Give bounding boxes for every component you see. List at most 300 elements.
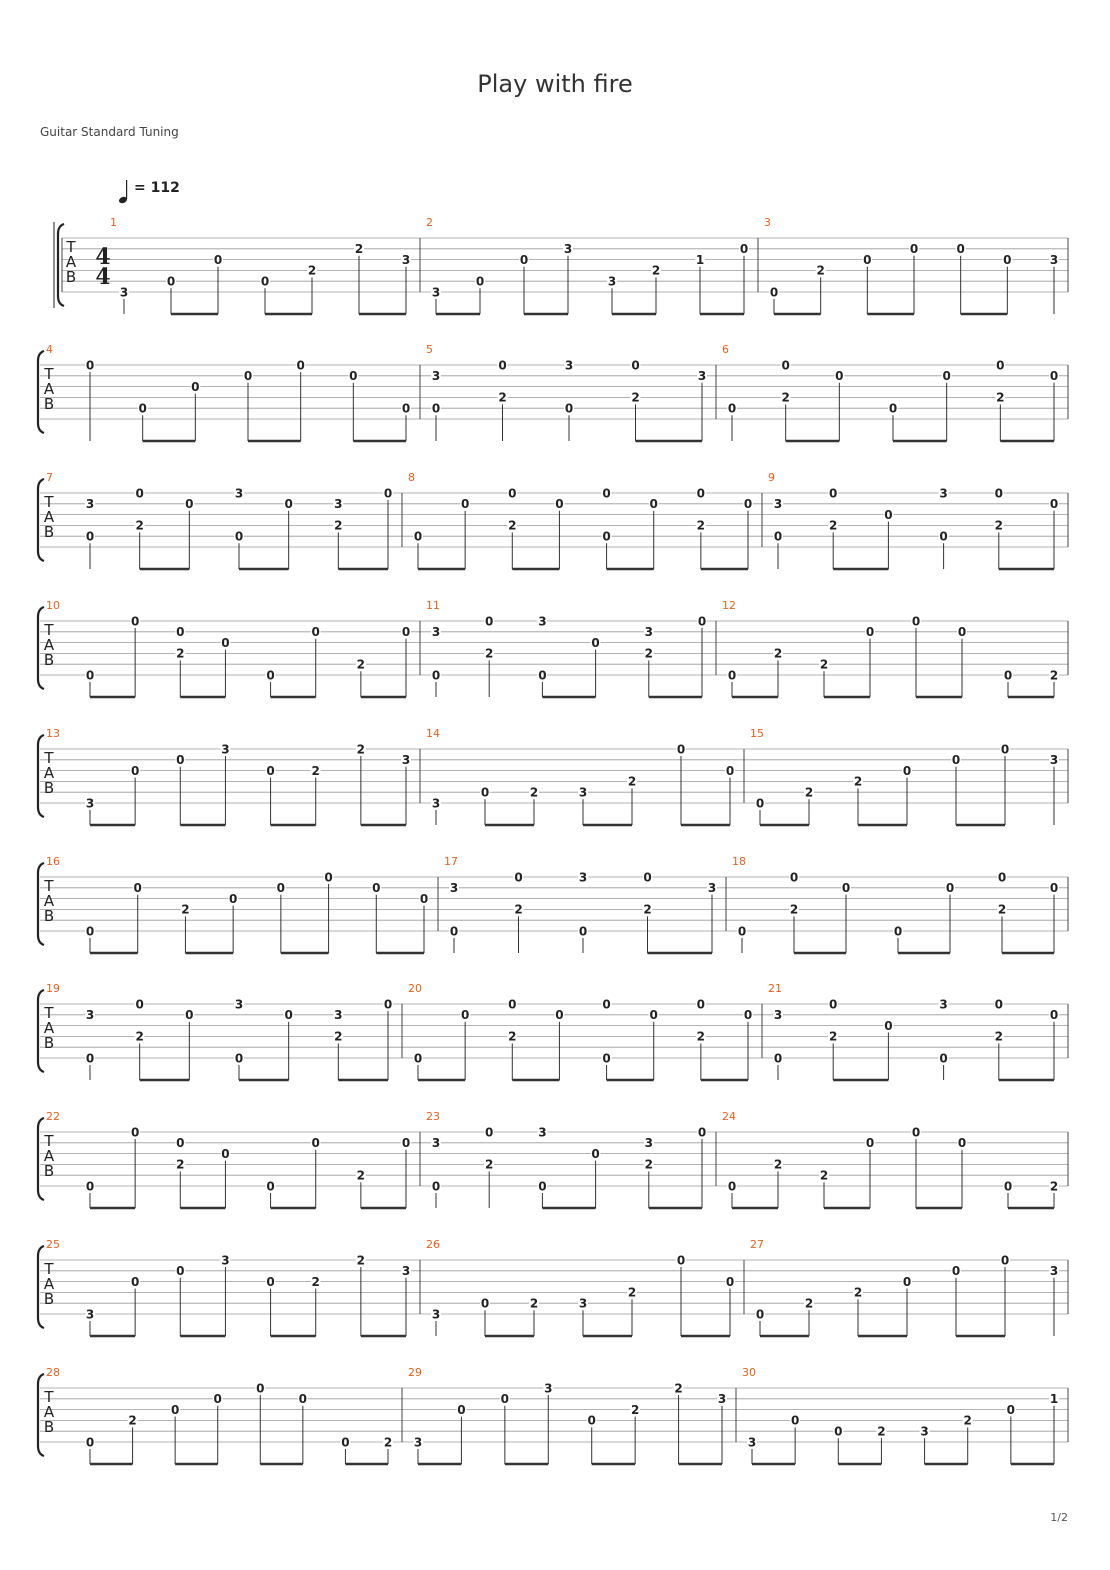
fret-number: 0 (602, 997, 611, 1012)
tab-clef-letter: A (43, 1275, 55, 1293)
measure (408, 1366, 727, 1464)
fret-number: 0 (649, 497, 658, 512)
tab-clef-letter: A (43, 1147, 55, 1165)
fret-number: 0 (696, 486, 706, 501)
fret-number: 3 (85, 1008, 95, 1023)
fret-number: 2 (829, 1029, 838, 1044)
fret-number: 0 (841, 881, 851, 896)
fret-number: 0 (884, 1018, 893, 1033)
measure (43, 1238, 411, 1336)
fret-number: 0 (311, 625, 320, 640)
fret-number: 0 (85, 1435, 95, 1450)
fret-number: 0 (1049, 369, 1059, 384)
fret-number: 0 (945, 881, 955, 896)
fret-number: 3 (1049, 252, 1059, 267)
fret-number: 3 (221, 1253, 230, 1268)
measure-number: 18 (732, 855, 746, 868)
fret-number: 0 (185, 497, 194, 512)
tab-clef-letter: T (66, 238, 76, 256)
tab-clef-letter: T (44, 1004, 54, 1022)
fret-number: 0 (697, 1125, 707, 1140)
measure (764, 216, 1059, 314)
fret-number: 0 (578, 924, 588, 939)
fret-number: 0 (1049, 881, 1059, 896)
measure-number: 4 (46, 343, 53, 356)
fret-number: 2 (853, 1285, 863, 1300)
time-signature-top: 4 (95, 244, 111, 270)
fret-number: 3 (431, 369, 441, 384)
fret-number: 3 (920, 1424, 929, 1439)
fret-number: 2 (383, 1435, 393, 1450)
fret-number: 0 (649, 1008, 658, 1023)
measure-number: 6 (722, 343, 729, 356)
measure-number: 5 (426, 343, 433, 356)
fret-number: 3 (644, 1136, 653, 1151)
tab-clef-letter: T (44, 365, 54, 383)
measure-number: 19 (46, 982, 60, 995)
fret-number: 0 (324, 870, 333, 885)
fret-number: 0 (884, 507, 893, 522)
fret-number: 0 (191, 379, 200, 394)
tab-clef-letter: A (43, 636, 55, 654)
measure (408, 982, 753, 1080)
measure-number: 21 (768, 982, 782, 995)
tab-clef-letter: A (43, 1019, 55, 1037)
measure (768, 471, 1059, 569)
measure (722, 1110, 1059, 1208)
fret-number: 2 (789, 902, 799, 917)
fret-number: 3 (85, 796, 95, 811)
fret-number: 0 (221, 1146, 230, 1161)
fret-number: 2 (816, 263, 825, 278)
fret-number: 0 (85, 668, 95, 683)
measure-number: 17 (444, 855, 458, 868)
fret-number: 0 (1003, 1179, 1013, 1194)
fret-number: 0 (401, 625, 411, 640)
fret-number: 0 (939, 1051, 948, 1066)
fret-number: 2 (877, 1424, 886, 1439)
tab-clef-letter: T (44, 749, 54, 767)
measure-number: 13 (46, 727, 60, 740)
fret-number: 0 (176, 1264, 185, 1279)
fret-number: 2 (311, 763, 320, 778)
fret-number: 0 (500, 1392, 510, 1407)
tab-clef-letter: T (44, 493, 54, 511)
fret-number: 0 (555, 497, 564, 512)
measure (742, 1366, 1059, 1464)
fret-number: 3 (544, 1381, 553, 1396)
measure (43, 1110, 411, 1208)
measure (43, 599, 411, 697)
measure (426, 216, 749, 314)
fret-number: 0 (130, 1125, 140, 1140)
fret-number: 0 (460, 1008, 470, 1023)
fret-number: 2 (311, 1274, 320, 1289)
fret-number: 0 (994, 486, 1003, 501)
fret-number: 0 (185, 1008, 194, 1023)
fret-number: 0 (591, 1146, 600, 1161)
fret-number: 0 (676, 742, 686, 757)
fret-number: 2 (181, 902, 190, 917)
staff-system (38, 1238, 1068, 1336)
measure (408, 471, 753, 569)
fret-number: 0 (130, 763, 140, 778)
measure-number: 29 (408, 1366, 422, 1379)
measure-number: 23 (426, 1110, 440, 1123)
song-title: Play with fire (477, 70, 633, 98)
fret-number: 0 (834, 1424, 843, 1439)
fret-number: 2 (819, 1168, 829, 1183)
fret-number: 2 (994, 1029, 1003, 1044)
fret-number: 2 (508, 518, 517, 533)
time-signature-bottom: 4 (95, 264, 111, 290)
staff-system (38, 599, 1068, 697)
tab-clef-letter: B (43, 1418, 55, 1436)
measure-number: 16 (46, 855, 60, 868)
fret-number: 0 (221, 635, 230, 650)
fret-number: 3 (939, 997, 948, 1012)
fret-number: 0 (234, 529, 244, 544)
fret-number: 0 (256, 1381, 265, 1396)
measure-number: 2 (426, 216, 433, 229)
tab-clef-letter: B (43, 1290, 55, 1308)
fret-number: 3 (939, 486, 948, 501)
fret-number: 0 (480, 1296, 490, 1311)
fret-number: 0 (135, 997, 144, 1012)
fret-number: 0 (419, 891, 429, 906)
tab-clef-letter: A (43, 380, 55, 398)
fret-number: 0 (538, 668, 547, 683)
fret-number: 2 (674, 1381, 683, 1396)
fret-number: 2 (994, 518, 1003, 533)
fret-number: 0 (213, 252, 223, 267)
fret-number: 0 (401, 401, 411, 416)
fret-number: 0 (676, 1253, 686, 1268)
fret-number: 2 (853, 774, 863, 789)
fret-number: 0 (1000, 1253, 1010, 1268)
fret-number: 2 (508, 1029, 517, 1044)
fret-number: 3 (119, 285, 129, 300)
fret-number: 3 (578, 1296, 588, 1311)
fret-number: 3 (401, 252, 411, 267)
fret-number: 0 (341, 1435, 350, 1450)
fret-number: 0 (790, 1413, 800, 1428)
fret-number: 2 (356, 1168, 366, 1183)
fret-number: 0 (1003, 252, 1012, 267)
fret-number: 0 (176, 625, 185, 640)
fret-number: 0 (176, 1136, 185, 1151)
fret-number: 0 (829, 486, 838, 501)
fret-number: 2 (963, 1413, 972, 1428)
fret-number: 0 (727, 1179, 737, 1194)
fret-number: 2 (773, 1157, 783, 1172)
fret-number: 0 (228, 891, 238, 906)
fret-number: 2 (627, 774, 637, 789)
fret-number: 0 (911, 1125, 921, 1140)
fret-number: 0 (997, 870, 1007, 885)
fret-number: 0 (170, 1402, 180, 1417)
fret-number: 0 (311, 1136, 320, 1151)
fret-number: 3 (607, 274, 617, 289)
fret-number: 3 (431, 1136, 441, 1151)
fret-number: 2 (334, 518, 343, 533)
measure (43, 727, 411, 825)
fret-number: 0 (85, 1051, 95, 1066)
fret-number: 0 (863, 252, 872, 267)
fret-number: 0 (460, 497, 470, 512)
fret-number: 0 (266, 668, 275, 683)
tab-clef-letter: A (43, 892, 55, 910)
fret-number: 0 (1000, 742, 1010, 757)
fret-number: 0 (631, 358, 640, 373)
fret-number: 0 (213, 1392, 222, 1407)
fret-number: 0 (176, 753, 185, 768)
fret-number: 0 (643, 870, 652, 885)
fret-number: 2 (356, 657, 366, 672)
fret-number: 3 (538, 614, 547, 629)
fret-number: 0 (1006, 1402, 1016, 1417)
fret-number: 3 (1049, 753, 1059, 768)
measure (43, 855, 429, 953)
fret-number: 0 (911, 614, 921, 629)
fret-number: 2 (644, 646, 653, 661)
fret-number: 0 (276, 881, 286, 896)
staff-system (38, 727, 1068, 825)
tab-clef-letter: A (43, 764, 55, 782)
fret-number: 3 (334, 497, 343, 512)
fret-number: 0 (372, 881, 381, 896)
fret-number: 2 (514, 902, 523, 917)
tab-clef-letter: B (43, 1162, 55, 1180)
fret-number: 0 (485, 1125, 494, 1140)
tab-clef-letter: B (43, 907, 55, 925)
fret-number: 0 (755, 796, 765, 811)
fret-number: 0 (401, 1136, 411, 1151)
measure (426, 599, 707, 697)
fret-number: 0 (166, 274, 176, 289)
measure-number: 15 (750, 727, 764, 740)
fret-number: 0 (602, 486, 611, 501)
fret-number: 3 (717, 1392, 727, 1407)
fret-number: 3 (401, 1264, 411, 1279)
measure (722, 343, 1059, 441)
fret-number: 0 (865, 625, 875, 640)
fret-number: 0 (957, 625, 967, 640)
fret-number: 1 (695, 252, 705, 267)
fret-number: 0 (888, 401, 898, 416)
fret-number: 1 (1049, 1392, 1059, 1407)
measure-number: 28 (46, 1366, 60, 1379)
fret-number: 0 (519, 252, 529, 267)
fret-number: 0 (555, 1008, 564, 1023)
fret-number: 0 (789, 870, 799, 885)
fret-number: 2 (356, 742, 366, 757)
measure (732, 855, 1059, 953)
fret-number: 3 (431, 796, 441, 811)
fret-number: 0 (769, 285, 779, 300)
fret-number: 0 (591, 635, 600, 650)
fret-number: 2 (804, 785, 814, 800)
fret-number: 2 (498, 390, 507, 405)
tempo-value: = 112 (134, 180, 180, 196)
measure (43, 343, 411, 441)
fret-number: 0 (266, 1179, 275, 1194)
fret-number: 0 (602, 529, 611, 544)
fret-number: 0 (85, 1179, 95, 1194)
fret-number: 2 (997, 902, 1007, 917)
fret-number: 3 (334, 1008, 343, 1023)
fret-number: 0 (234, 1051, 244, 1066)
fret-number: 0 (835, 369, 844, 384)
fret-number: 3 (773, 1008, 783, 1023)
fret-number: 0 (480, 785, 490, 800)
fret-number: 0 (266, 1274, 275, 1289)
fret-number: 0 (902, 1274, 912, 1289)
fret-number: 2 (135, 1029, 144, 1044)
fret-number: 2 (773, 646, 783, 661)
fret-number: 2 (176, 1157, 185, 1172)
measure (444, 855, 717, 953)
fret-number: 3 (431, 285, 441, 300)
page-number: 1/2 (1050, 1511, 1068, 1524)
fret-number: 2 (630, 1402, 640, 1417)
staff-system (38, 855, 1068, 953)
fret-number: 0 (725, 1274, 735, 1289)
fret-number: 0 (1003, 668, 1013, 683)
fret-number: 0 (284, 1008, 293, 1023)
fret-number: 3 (401, 753, 411, 768)
tab-clef-letter: A (43, 1403, 55, 1421)
fret-number: 0 (951, 1264, 961, 1279)
fret-number: 0 (298, 1392, 308, 1407)
staff-system (38, 1110, 1068, 1208)
fret-number: 0 (349, 369, 358, 384)
tab-clef-letter: T (44, 1260, 54, 1278)
fret-number: 0 (942, 369, 951, 384)
staff-system (54, 216, 1068, 314)
measure-number: 3 (764, 216, 771, 229)
fret-number: 3 (707, 881, 717, 896)
fret-number: 0 (727, 401, 737, 416)
fret-number: 3 (697, 369, 707, 384)
fret-number: 0 (457, 1402, 466, 1417)
measure-number: 20 (408, 982, 422, 995)
fret-number: 0 (865, 1136, 875, 1151)
fret-number: 3 (234, 997, 244, 1012)
fret-number: 0 (133, 881, 142, 896)
fret-number: 0 (485, 614, 494, 629)
fret-number: 0 (130, 614, 140, 629)
fret-number: 0 (739, 242, 749, 257)
fret-number: 0 (696, 997, 706, 1012)
fret-number: 3 (413, 1435, 423, 1450)
measure-number: 1 (110, 216, 117, 229)
tab-clef-letter: A (43, 508, 55, 526)
tab-clef-letter: B (43, 523, 55, 541)
tab-clef-letter: B (43, 395, 55, 413)
fret-number: 2 (334, 1029, 343, 1044)
measure-number: 26 (426, 1238, 440, 1251)
fret-number: 0 (587, 1413, 596, 1428)
tab-clef-letter: B (65, 268, 77, 286)
fret-number: 2 (996, 390, 1005, 405)
fret-number: 0 (737, 924, 747, 939)
fret-number: 0 (514, 870, 523, 885)
measure-number: 12 (722, 599, 736, 612)
fret-number: 2 (643, 902, 652, 917)
measure (750, 1238, 1059, 1336)
fret-number: 2 (819, 657, 829, 672)
measure-number: 11 (426, 599, 440, 612)
fret-number: 3 (563, 242, 573, 257)
measure (43, 1366, 393, 1464)
fret-number: 0 (260, 274, 270, 289)
fret-number: 3 (747, 1435, 757, 1450)
fret-number: 2 (485, 646, 494, 661)
measure (750, 727, 1059, 825)
fret-number: 3 (234, 486, 244, 501)
measure-number: 24 (722, 1110, 736, 1123)
fret-number: 0 (135, 486, 144, 501)
fret-number: 0 (431, 1179, 441, 1194)
measure (426, 343, 707, 441)
fret-number: 0 (413, 529, 423, 544)
fret-number: 0 (431, 668, 441, 683)
fret-number: 3 (85, 497, 95, 512)
measure-number: 30 (742, 1366, 756, 1379)
measure (43, 471, 393, 569)
fret-number: 2 (1049, 668, 1059, 683)
measure (426, 1110, 707, 1208)
fret-number: 2 (644, 1157, 653, 1172)
fret-number: 0 (996, 358, 1005, 373)
fret-number: 0 (475, 274, 485, 289)
fret-number: 3 (578, 870, 588, 885)
fret-number: 0 (957, 1136, 967, 1151)
measure-number: 14 (426, 727, 440, 740)
fret-number: 0 (138, 401, 147, 416)
fret-number: 0 (85, 358, 95, 373)
fret-number: 2 (1049, 1179, 1059, 1194)
tab-clef-letter: T (44, 621, 54, 639)
fret-number: 0 (781, 358, 790, 373)
fret-number: 2 (804, 1296, 814, 1311)
fret-number: 0 (431, 401, 441, 416)
measure-number: 7 (46, 471, 53, 484)
fret-number: 2 (135, 518, 144, 533)
fret-number: 0 (1049, 497, 1059, 512)
measure-number: 8 (408, 471, 415, 484)
measure (426, 1238, 735, 1336)
fret-number: 0 (538, 1179, 547, 1194)
fret-number: 0 (243, 369, 253, 384)
fret-number: 0 (951, 753, 961, 768)
fret-number: 2 (529, 1296, 539, 1311)
fret-number: 0 (449, 924, 459, 939)
fret-number: 2 (485, 1157, 494, 1172)
fret-number: 2 (781, 390, 790, 405)
fret-number: 0 (727, 668, 737, 683)
fret-number: 0 (383, 997, 393, 1012)
fret-number: 2 (829, 518, 838, 533)
fret-number: 0 (909, 242, 919, 257)
measure (722, 599, 1059, 697)
fret-number: 0 (743, 1008, 753, 1023)
fret-number: 2 (651, 263, 661, 278)
fret-number: 0 (939, 529, 948, 544)
fret-number: 2 (354, 242, 364, 257)
fret-number: 0 (829, 997, 838, 1012)
